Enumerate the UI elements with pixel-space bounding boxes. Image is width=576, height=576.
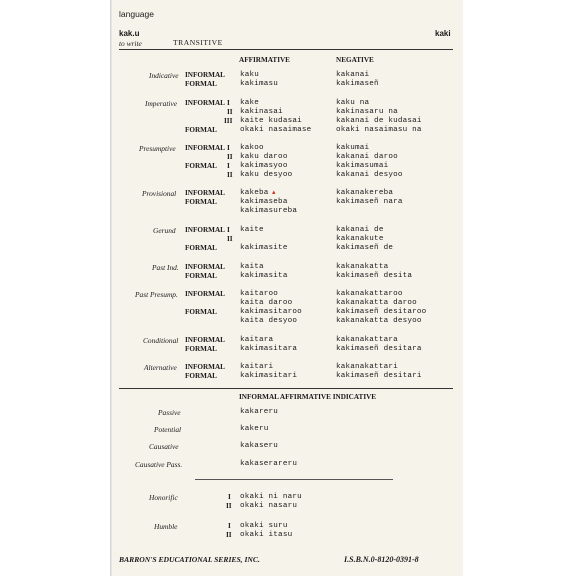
form-affirmative: kakimasu bbox=[240, 80, 279, 88]
form-negative: kakanakattari bbox=[336, 363, 398, 371]
row-label-provisional: Provisional bbox=[142, 189, 177, 198]
row-label-causative-passive: Causative Pass. bbox=[135, 460, 183, 469]
form-honorific: okaki ni naru bbox=[240, 493, 302, 501]
ink-mark-icon: ▴ bbox=[272, 188, 276, 196]
form-negative: kakanai de kudasai bbox=[336, 117, 422, 125]
form-negative: kakimaseñ desitara bbox=[336, 345, 422, 353]
form-negative: kakanakatta desyoo bbox=[336, 317, 422, 325]
conjugation-page bbox=[113, 0, 463, 576]
level-label: FORMAL bbox=[185, 308, 217, 316]
level-label: FORMAL bbox=[185, 345, 217, 353]
variant-number: III bbox=[224, 117, 233, 125]
verb-type: TRANSITIVE bbox=[173, 38, 223, 47]
form-negative: kakimasumai bbox=[336, 162, 389, 170]
form-negative: kakanakatta bbox=[336, 263, 389, 271]
form-passive: kakareru bbox=[240, 408, 279, 416]
variant-number: II bbox=[227, 171, 233, 179]
verb-meaning: to write bbox=[119, 39, 142, 48]
variant-number: II bbox=[226, 502, 232, 510]
form-affirmative: kaita daroo bbox=[240, 299, 293, 307]
form-affirmative: kaita desyoo bbox=[240, 317, 298, 325]
form-negative: kakanakereba bbox=[336, 189, 394, 197]
form-affirmative: kakimasyoo bbox=[240, 162, 288, 170]
level-label: INFORMAL bbox=[185, 144, 225, 152]
level-label: INFORMAL bbox=[185, 263, 225, 271]
form-honorific: okaki nasaru bbox=[240, 502, 298, 510]
level-label: INFORMAL bbox=[185, 290, 225, 298]
negative-heading: NEGATIVE bbox=[336, 56, 374, 64]
form-negative: kakimaseñ desitari bbox=[336, 372, 422, 380]
variant-number: I bbox=[227, 144, 230, 152]
form-causative: kakaseru bbox=[240, 442, 279, 450]
form-affirmative: kakimasureba bbox=[240, 207, 298, 215]
verb-stem: kaki bbox=[435, 29, 451, 38]
variant-number: I bbox=[227, 162, 230, 170]
row-label-conditional: Conditional bbox=[143, 336, 179, 345]
form-affirmative: kakimasitari bbox=[240, 372, 298, 380]
form-negative: kakimaseñ bbox=[336, 80, 379, 88]
form-affirmative: kaku bbox=[240, 71, 260, 79]
variant-number: I bbox=[228, 493, 231, 501]
form-negative: kakanai desyoo bbox=[336, 171, 403, 179]
row-label-presumptive: Presumptive bbox=[139, 144, 176, 153]
variant-number: I bbox=[227, 99, 230, 107]
level-label: FORMAL bbox=[185, 372, 217, 380]
row-label-passive: Passive bbox=[158, 408, 181, 417]
form-negative: kakanakattaroo bbox=[336, 290, 403, 298]
form-affirmative: kaitaroo bbox=[240, 290, 279, 298]
form-affirmative: kakimasitara bbox=[240, 345, 298, 353]
form-affirmative: kakimaseba bbox=[240, 198, 288, 206]
row-label-imperative: Imperative bbox=[145, 99, 178, 108]
variant-number: II bbox=[227, 108, 233, 116]
form-negative: kakanakatta daroo bbox=[336, 299, 417, 307]
form-negative: kakumai bbox=[336, 144, 370, 152]
variant-number: I bbox=[227, 226, 230, 234]
form-causative-passive: kakaserareru bbox=[240, 460, 298, 468]
short-rule bbox=[195, 479, 393, 480]
form-negative: okaki nasaimasu na bbox=[336, 126, 422, 134]
level-label: INFORMAL bbox=[185, 363, 225, 371]
form-affirmative: kaku daroo bbox=[240, 153, 288, 161]
row-label-past-presumptive: Past Presump. bbox=[135, 290, 178, 299]
variant-number: II bbox=[227, 153, 233, 161]
row-label-alternative: Alternative bbox=[144, 363, 177, 372]
form-negative: kakanai de bbox=[336, 226, 384, 234]
form-negative: kaku na bbox=[336, 99, 370, 107]
level-label: FORMAL bbox=[185, 244, 217, 252]
section-rule bbox=[119, 388, 453, 389]
row-label-honorific: Honorific bbox=[149, 493, 178, 502]
affirmative-heading: AFFIRMATIVE bbox=[239, 56, 290, 64]
variant-number: II bbox=[227, 235, 233, 243]
row-label-humble: Humble bbox=[154, 522, 178, 531]
form-humble: okaki itasu bbox=[240, 531, 293, 539]
level-label: FORMAL bbox=[185, 126, 217, 134]
variant-number: I bbox=[228, 522, 231, 530]
form-affirmative: kakimasite bbox=[240, 244, 288, 252]
form-negative: kakanakattara bbox=[336, 336, 398, 344]
level-label: FORMAL bbox=[185, 198, 217, 206]
form-negative: kakimaseñ nara bbox=[336, 198, 403, 206]
level-label: INFORMAL bbox=[185, 99, 225, 107]
level-label: FORMAL bbox=[185, 162, 217, 170]
form-negative: kakanakute bbox=[336, 235, 384, 243]
level-label: FORMAL bbox=[185, 80, 217, 88]
level-label: INFORMAL bbox=[185, 336, 225, 344]
row-label-causative: Causative bbox=[149, 442, 179, 451]
row-label-indicative: Indicative bbox=[149, 71, 179, 80]
row-label-potential: Potential bbox=[154, 425, 182, 434]
form-negative: kakimaseñ desitaroo bbox=[336, 308, 427, 316]
form-affirmative: kaite bbox=[240, 226, 264, 234]
language-label: language bbox=[119, 9, 154, 19]
form-affirmative: kakoo bbox=[240, 144, 264, 152]
form-affirmative: okaki nasaimase bbox=[240, 126, 312, 134]
level-label: INFORMAL bbox=[185, 226, 225, 234]
form-affirmative: kaku desyoo bbox=[240, 171, 293, 179]
level-label: INFORMAL bbox=[185, 71, 225, 79]
form-affirmative: kaitara bbox=[240, 336, 274, 344]
informal-section-title: INFORMAL AFFIRMATIVE INDICATIVE bbox=[239, 393, 377, 401]
form-negative: kakinasaru na bbox=[336, 108, 398, 116]
form-affirmative: kakimasitaroo bbox=[240, 308, 302, 316]
isbn: I.S.B.N.0-8120-0391-8 bbox=[344, 555, 419, 564]
verb-title: kak.u bbox=[119, 29, 140, 38]
form-negative: kakanai bbox=[336, 71, 370, 79]
form-affirmative: kaitari bbox=[240, 363, 274, 371]
form-affirmative: kakinasai bbox=[240, 108, 283, 116]
level-label: INFORMAL bbox=[185, 189, 225, 197]
row-label-past-indicative: Past Ind. bbox=[152, 263, 179, 272]
right-margin bbox=[463, 0, 576, 576]
form-potential: kakeru bbox=[240, 425, 269, 433]
form-negative: kakimaseñ de bbox=[336, 244, 394, 252]
form-negative: kakanai daroo bbox=[336, 153, 398, 161]
form-affirmative: kakimasita bbox=[240, 272, 288, 280]
form-affirmative: kaite kudasai bbox=[240, 117, 302, 125]
level-label: FORMAL bbox=[185, 272, 217, 280]
header-rule bbox=[119, 49, 453, 50]
publisher: BARRON'S EDUCATIONAL SERIES, INC. bbox=[119, 555, 260, 564]
variant-number: II bbox=[226, 531, 232, 539]
form-affirmative: kaita bbox=[240, 263, 264, 271]
form-affirmative: kakeba bbox=[240, 189, 269, 197]
form-humble: okaki suru bbox=[240, 522, 288, 530]
left-margin bbox=[0, 0, 110, 576]
row-label-gerund: Gerund bbox=[153, 226, 176, 235]
form-negative: kakimaseñ desita bbox=[336, 272, 413, 280]
form-affirmative: kake bbox=[240, 99, 260, 107]
